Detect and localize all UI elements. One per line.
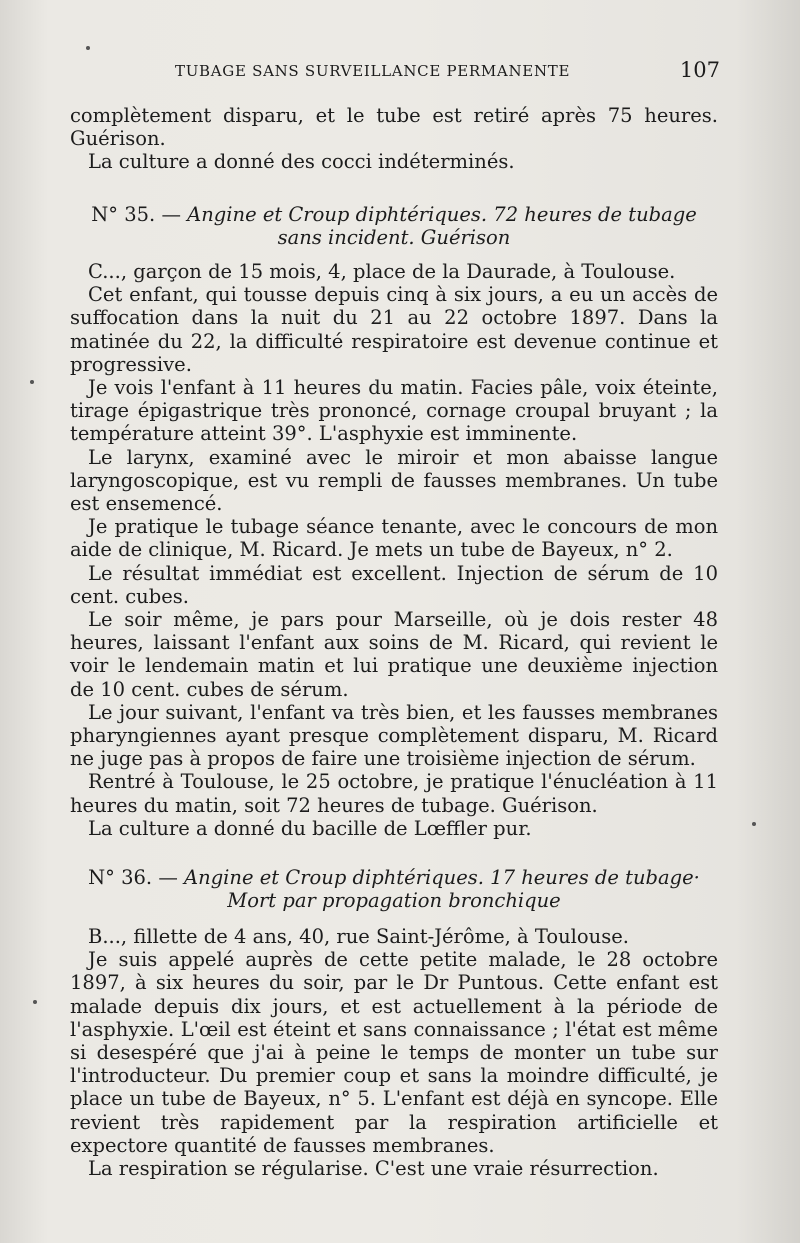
paragraph: La culture a donné des cocci indéterminés. bbox=[88, 150, 515, 174]
page-header bbox=[175, 58, 720, 88]
paragraph: Le jour suivant, l'enfant va très bien, et les fausses membranes pharyngiennes ayant presque complètement disparu, M. Ricard ne juge pas à propos de faire une troisième injection de sérum. bbox=[70, 700, 718, 771]
page-number: 107 bbox=[679, 58, 720, 82]
paragraph: Rentré à Toulouse, le 25 octobre, je pratique l'énucléation à 11 heures du matin, soit 72 heures de tubage. Guérison. bbox=[70, 770, 718, 817]
case-heading bbox=[68, 203, 720, 249]
paragraph: Le résultat immédiat est excellent. Injection de sérum de 10 cent. cubes. bbox=[70, 561, 718, 608]
paragraph: complètement disparu, et le tube est retiré après 75 heures. Guérison. bbox=[70, 104, 718, 151]
paragraph: La respiration se régularise. C'est une vraie résurrection. bbox=[88, 1157, 659, 1181]
paragraph: B..., fillette de 4 ans, 40, rue Saint-Jérôme, à Toulouse. bbox=[88, 925, 629, 948]
paragraph: La culture a donné du bacille de Lœffler pur. bbox=[88, 816, 532, 840]
case-body bbox=[70, 260, 718, 840]
paragraph: Le soir même, je pars pour Marseille, où je dois rester 48 heures, laissant l'enfant aux soins de M. Ricard, qui revient le voir le lendemain matin et lui pratique une deuxième injection de 10 cent. cubes de sérum. bbox=[70, 608, 718, 701]
intro-text bbox=[70, 104, 718, 174]
paragraph: Le larynx, examiné avec le miroir et mon abaisse langue laryngoscopique, est vu rempli de fausses membranes. Un tube est ensemencé. bbox=[70, 445, 718, 516]
paragraph: C..., garçon de 15 mois, 4, place de la Daurade, à Toulouse. bbox=[88, 260, 676, 283]
case-title: Angine et Croup diphtériques. 17 heures de tubage· Mort par propagation bronchique bbox=[184, 866, 700, 913]
case-heading bbox=[68, 866, 720, 912]
paragraph: Cet enfant, qui tousse depuis cinq à six jours, a eu un accès de suffocation dans la nuit du 21 au 22 octobre 1897. Dans la matinée du 22, la difficulté respiratoire est devenue continue et progressive. bbox=[70, 283, 718, 376]
paragraph: Je pratique le tubage séance tenante, avec le concours de mon aide de clinique, M. Ricard. Je mets un tube de Bayeux, n° 2. bbox=[70, 515, 718, 562]
paragraph: Je vois l'enfant à 11 heures du matin. Facies pâle, voix éteinte, tirage épigastrique très prononcé, cornage croupal bruyant ; la température atteint 39°. L'asphyxie est imminente. bbox=[70, 376, 718, 446]
paper-speck bbox=[752, 822, 756, 826]
case-body bbox=[70, 925, 718, 1180]
case-number: N° 35. — bbox=[91, 203, 181, 226]
running-title: TUBAGE SANS SURVEILLANCE PERMANENTE bbox=[175, 62, 571, 80]
case-title: Angine et Croup diphtériques. 72 heures de tubage sans incident. Guérison bbox=[187, 203, 697, 250]
case-number: N° 36. — bbox=[88, 866, 178, 889]
paper-speck bbox=[86, 46, 90, 50]
paper-speck bbox=[30, 380, 34, 384]
paper-speck bbox=[33, 1000, 37, 1004]
paragraph: Je suis appelé auprès de cette petite malade, le 28 octobre 1897, à six heures du soir, par le Dr Puntous. Cette enfant est malade depuis dix jours, et est actuellement à la période de l'asphyxie. L'œil est éteint et sans connaissance ; l'état est même si desespéré que j'ai à peine le temps de monter un tube sur l'introducteur. Du premier coup et sans la moindre difficulté, je place un tube de Bayeux, n° 5. L'enfant est déjà en syncope. Elle revient très rapidement par la respiration artificielle et expectore quantité de fausses membranes. bbox=[70, 948, 718, 1157]
